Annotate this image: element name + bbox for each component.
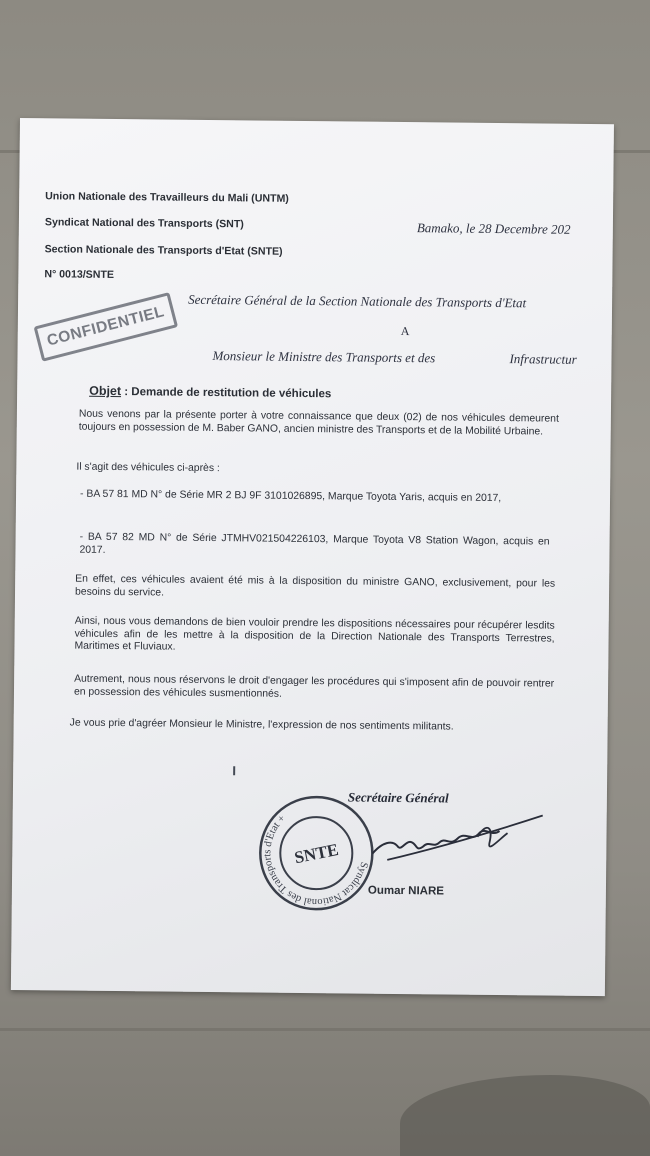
handwritten-signature: [367, 802, 548, 874]
org-line-untm: Union Nationale des Travailleurs du Mali (UNTM): [45, 190, 289, 205]
seal-center-text: SNTE: [292, 839, 341, 868]
letter-sheet: [11, 118, 614, 996]
vehicle-item-2: - BA 57 82 MD N° de Série JTMHV021504226103, Marque Toyota V8 Station Wagon, acquis en 2017.: [79, 531, 550, 556]
floor-shadow: [400, 1075, 650, 1156]
subject-line: [89, 384, 331, 401]
place-date: Bamako, le 28 Decembre 202: [416, 220, 571, 237]
subject-label: Objet: [89, 383, 122, 399]
recipient-part2: Infrastructur: [509, 351, 577, 367]
recipient-part1: Monsieur le Ministre des Transports et des: [212, 348, 436, 366]
signatory-name: Oumar NIARE: [367, 884, 445, 898]
paragraph-procedures: Autrement, nous nous réservons le droit d'engager les procédures qui s'imposent afin de pouvoir rentrer en possession des véhicules susmentionnés.: [73, 673, 555, 700]
snte-seal: [256, 793, 377, 914]
paragraph-mise-disposition: En effet, ces véhicules avaient été mis à la disposition du ministre GANO, exclusivement, pour les besoins du service.: [74, 573, 556, 599]
confidential-stamp: CONFIDENTIEL: [34, 292, 179, 362]
paragraph-intro: Nous venons par la présente porter à votre connaissance que deux (02) de nos véhicules demeurent toujours en possession de M. Baber GANO, ancien ministre des Transports et de la Mobilité Urbaine.: [78, 408, 559, 438]
paragraph-list-intro: Il s'agit des véhicules ci-après :: [76, 461, 220, 475]
reference-number: N° 0013/SNTE: [44, 268, 115, 281]
subject-text: : Demande de restitution de véhicules: [121, 386, 332, 401]
seal-ring-text: Syndicat National des Transports d'Etat +: [262, 813, 370, 908]
floor-seam: [0, 1028, 650, 1031]
paragraph-closing: Je vous prie d'agréer Monsieur le Ministre, l'expression de nos sentiments militants.: [69, 717, 454, 733]
addressing-a: A: [400, 323, 410, 339]
sender-title: Secrétaire Général de la Section Nationale des Transports d'Etat: [188, 291, 527, 311]
vehicle-item-1: - BA 57 81 MD N° de Série MR 2 BJ 9F 3101026895, Marque Toyota Yaris, acquis en 2017,: [80, 488, 502, 505]
paragraph-demande: Ainsi, nous vous demandons de bien vouloir prendre les dispositions nécessaires pour récupérer lesdits véhicules afin de les mettre à la disposition de la Direction Nationale des Transports Terrestres, Maritimes et Fluviaux.: [74, 615, 555, 653]
org-line-snte: Section Nationale des Transports d'Etat (SNTE): [44, 243, 283, 258]
signatory-title: Secrétaire Général: [347, 789, 449, 806]
org-line-snt: Syndicat National des Transports (SNT): [44, 216, 244, 231]
pen-mark: [233, 766, 235, 775]
